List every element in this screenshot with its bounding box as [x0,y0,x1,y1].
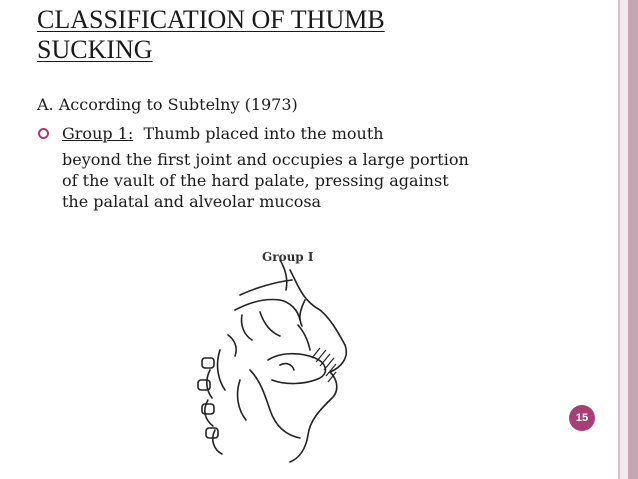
continuation-line: of the vault of the hard palate, pressing against [62,171,449,190]
title-line-2: SUCKING [37,35,153,64]
subheading: A. According to Subtelny (1973) [37,95,298,114]
slide-border-outer [628,0,638,479]
bullet-label: Group 1: [62,124,134,143]
page-number-badge: 15 [569,405,595,431]
slide-border-inner [620,0,628,479]
bullet-ring-icon [38,128,49,139]
title-line-1: CLASSIFICATION OF THUMB [37,5,385,34]
bullet-text: Thumb placed into the mouth [133,124,384,143]
continuation-line: beyond the first joint and occupies a large portion [62,150,469,169]
bullet-first-line [62,123,582,144]
continuation-line: the palatal and alveolar mucosa [62,192,322,211]
slide-title [37,5,477,65]
bullet-continuation [62,149,582,212]
figure-caption: Group I [262,250,314,264]
thumb-sucking-sketch [180,240,380,470]
